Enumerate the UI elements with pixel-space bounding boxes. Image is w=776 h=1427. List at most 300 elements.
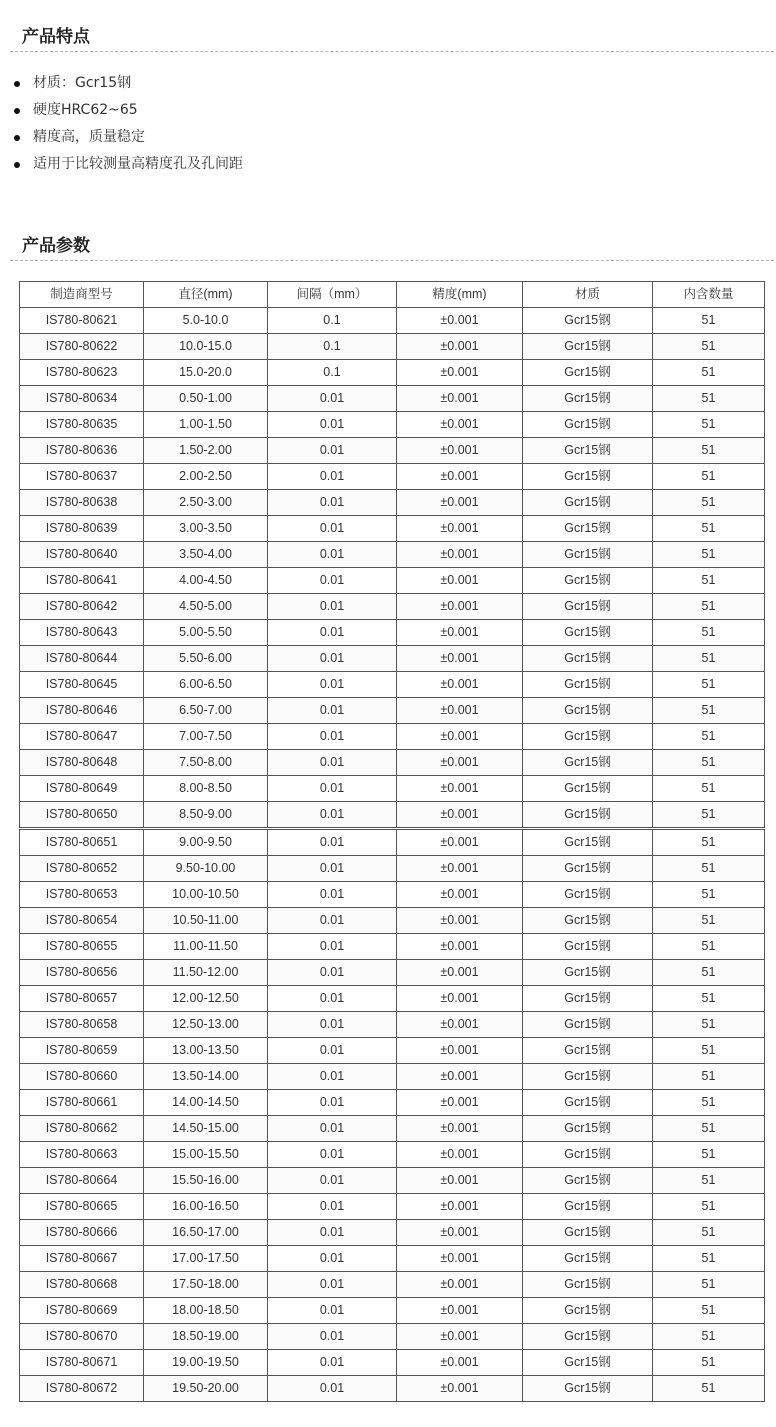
precision-cell: ±0.001 (397, 1246, 523, 1272)
model-cell: IS780-80664 (20, 1168, 144, 1194)
model-cell: IS780-80638 (20, 490, 144, 516)
quantity-cell: 51 (653, 672, 765, 698)
interval-cell: 0.01 (268, 882, 397, 908)
model-cell: IS780-80643 (20, 620, 144, 646)
table-row (20, 856, 765, 882)
interval-cell: 0.01 (268, 1272, 397, 1298)
model-cell: IS780-80640 (20, 542, 144, 568)
material-cell: Gcr15钢 (523, 464, 653, 490)
table-row (20, 1272, 765, 1298)
material-cell: Gcr15钢 (523, 1298, 653, 1324)
interval-cell: 0.01 (268, 829, 397, 856)
quantity-cell: 51 (653, 620, 765, 646)
diameter-cell: 10.50-11.00 (144, 908, 268, 934)
quantity-cell: 51 (653, 412, 765, 438)
interval-cell: 0.01 (268, 1376, 397, 1402)
material-cell: Gcr15钢 (523, 1246, 653, 1272)
table-row (20, 908, 765, 934)
material-cell: Gcr15钢 (523, 646, 653, 672)
table-row (20, 1012, 765, 1038)
interval-cell: 0.01 (268, 1350, 397, 1376)
table-row (20, 568, 765, 594)
interval-cell: 0.01 (268, 490, 397, 516)
diameter-cell: 12.00-12.50 (144, 986, 268, 1012)
table-row (20, 1038, 765, 1064)
material-cell: Gcr15钢 (523, 802, 653, 829)
table-row (20, 464, 765, 490)
column-header-diameter: 直径(mm) (144, 282, 268, 308)
table-row (20, 724, 765, 750)
interval-cell: 0.1 (268, 308, 397, 334)
model-cell: IS780-80656 (20, 960, 144, 986)
model-cell: IS780-80672 (20, 1376, 144, 1402)
precision-cell: ±0.001 (397, 490, 523, 516)
model-cell: IS780-80621 (20, 308, 144, 334)
material-cell: Gcr15钢 (523, 908, 653, 934)
precision-cell: ±0.001 (397, 1168, 523, 1194)
diameter-cell: 4.50-5.00 (144, 594, 268, 620)
interval-cell: 0.01 (268, 856, 397, 882)
quantity-cell: 51 (653, 750, 765, 776)
table-row (20, 934, 765, 960)
interval-cell: 0.01 (268, 1064, 397, 1090)
diameter-cell: 14.50-15.00 (144, 1116, 268, 1142)
interval-cell: 0.01 (268, 1220, 397, 1246)
model-cell: IS780-80658 (20, 1012, 144, 1038)
precision-cell: ±0.001 (397, 1064, 523, 1090)
precision-cell: ±0.001 (397, 412, 523, 438)
params-table-wrap (19, 281, 765, 1402)
material-cell: Gcr15钢 (523, 1376, 653, 1402)
precision-cell: ±0.001 (397, 750, 523, 776)
material-cell: Gcr15钢 (523, 490, 653, 516)
diameter-cell: 18.50-19.00 (144, 1324, 268, 1350)
model-cell: IS780-80668 (20, 1272, 144, 1298)
precision-cell: ±0.001 (397, 802, 523, 829)
material-cell: Gcr15钢 (523, 1350, 653, 1376)
quantity-cell: 51 (653, 1194, 765, 1220)
quantity-cell: 51 (653, 490, 765, 516)
table-row (20, 1142, 765, 1168)
diameter-cell: 6.00-6.50 (144, 672, 268, 698)
table-row (20, 986, 765, 1012)
features-divider (10, 51, 774, 52)
table-row (20, 1246, 765, 1272)
table-row (20, 412, 765, 438)
table-row (20, 1090, 765, 1116)
interval-cell: 0.01 (268, 986, 397, 1012)
diameter-cell: 19.50-20.00 (144, 1376, 268, 1402)
interval-cell: 0.01 (268, 438, 397, 464)
quantity-cell: 51 (653, 464, 765, 490)
table-row (20, 594, 765, 620)
quantity-cell: 51 (653, 1064, 765, 1090)
feature-item (14, 151, 243, 178)
precision-cell: ±0.001 (397, 542, 523, 568)
quantity-cell: 51 (653, 438, 765, 464)
quantity-cell: 51 (653, 568, 765, 594)
table-row (20, 360, 765, 386)
precision-cell: ±0.001 (397, 960, 523, 986)
diameter-cell: 5.0-10.0 (144, 308, 268, 334)
features-title: 产品特点 (22, 27, 90, 47)
diameter-cell: 1.00-1.50 (144, 412, 268, 438)
model-cell: IS780-80647 (20, 724, 144, 750)
interval-cell: 0.01 (268, 802, 397, 829)
table-row (20, 620, 765, 646)
diameter-cell: 14.00-14.50 (144, 1090, 268, 1116)
quantity-cell: 51 (653, 1012, 765, 1038)
table-row (20, 646, 765, 672)
quantity-cell: 51 (653, 1376, 765, 1402)
model-cell: IS780-80654 (20, 908, 144, 934)
diameter-cell: 15.0-20.0 (144, 360, 268, 386)
precision-cell: ±0.001 (397, 308, 523, 334)
interval-cell: 0.01 (268, 516, 397, 542)
precision-cell: ±0.001 (397, 1324, 523, 1350)
material-cell: Gcr15钢 (523, 1324, 653, 1350)
quantity-cell: 51 (653, 1090, 765, 1116)
quantity-cell: 51 (653, 1116, 765, 1142)
material-cell: Gcr15钢 (523, 334, 653, 360)
material-cell: Gcr15钢 (523, 1116, 653, 1142)
feature-text: 精度高，质量稳定 (33, 129, 145, 145)
column-header-precision: 精度(mm) (397, 282, 523, 308)
material-cell: Gcr15钢 (523, 1064, 653, 1090)
diameter-cell: 5.00-5.50 (144, 620, 268, 646)
diameter-cell: 16.00-16.50 (144, 1194, 268, 1220)
table-row (20, 1376, 765, 1402)
params-table (19, 281, 765, 1402)
table-row (20, 386, 765, 412)
diameter-cell: 17.00-17.50 (144, 1246, 268, 1272)
model-cell: IS780-80651 (20, 829, 144, 856)
diameter-cell: 6.50-7.00 (144, 698, 268, 724)
diameter-cell: 7.50-8.00 (144, 750, 268, 776)
precision-cell: ±0.001 (397, 1298, 523, 1324)
interval-cell: 0.01 (268, 1142, 397, 1168)
model-cell: IS780-80648 (20, 750, 144, 776)
table-row (20, 1116, 765, 1142)
table-row (20, 672, 765, 698)
material-cell: Gcr15钢 (523, 386, 653, 412)
precision-cell: ±0.001 (397, 516, 523, 542)
table-row (20, 334, 765, 360)
model-cell: IS780-80670 (20, 1324, 144, 1350)
quantity-cell: 51 (653, 1168, 765, 1194)
interval-cell: 0.01 (268, 412, 397, 438)
material-cell: Gcr15钢 (523, 882, 653, 908)
diameter-cell: 15.00-15.50 (144, 1142, 268, 1168)
material-cell: Gcr15钢 (523, 1272, 653, 1298)
precision-cell: ±0.001 (397, 829, 523, 856)
material-cell: Gcr15钢 (523, 934, 653, 960)
model-cell: IS780-80642 (20, 594, 144, 620)
interval-cell: 0.01 (268, 750, 397, 776)
model-cell: IS780-80655 (20, 934, 144, 960)
model-cell: IS780-80636 (20, 438, 144, 464)
material-cell: Gcr15钢 (523, 1194, 653, 1220)
precision-cell: ±0.001 (397, 386, 523, 412)
model-cell: IS780-80641 (20, 568, 144, 594)
diameter-cell: 1.50-2.00 (144, 438, 268, 464)
quantity-cell: 51 (653, 542, 765, 568)
precision-cell: ±0.001 (397, 856, 523, 882)
quantity-cell: 51 (653, 594, 765, 620)
table-row (20, 960, 765, 986)
interval-cell: 0.01 (268, 1324, 397, 1350)
quantity-cell: 51 (653, 986, 765, 1012)
precision-cell: ±0.001 (397, 594, 523, 620)
quantity-cell: 51 (653, 1350, 765, 1376)
precision-cell: ±0.001 (397, 360, 523, 386)
material-cell: Gcr15钢 (523, 594, 653, 620)
diameter-cell: 10.00-10.50 (144, 882, 268, 908)
model-cell: IS780-80646 (20, 698, 144, 724)
model-cell: IS780-80639 (20, 516, 144, 542)
precision-cell: ±0.001 (397, 672, 523, 698)
interval-cell: 0.01 (268, 386, 397, 412)
precision-cell: ±0.001 (397, 934, 523, 960)
material-cell: Gcr15钢 (523, 986, 653, 1012)
quantity-cell: 51 (653, 960, 765, 986)
model-cell: IS780-80644 (20, 646, 144, 672)
model-cell: IS780-80650 (20, 802, 144, 829)
material-cell: Gcr15钢 (523, 698, 653, 724)
material-cell: Gcr15钢 (523, 516, 653, 542)
quantity-cell: 51 (653, 386, 765, 412)
quantity-cell: 51 (653, 516, 765, 542)
model-cell: IS780-80665 (20, 1194, 144, 1220)
model-cell: IS780-80661 (20, 1090, 144, 1116)
quantity-cell: 51 (653, 882, 765, 908)
quantity-cell: 51 (653, 802, 765, 829)
material-cell: Gcr15钢 (523, 568, 653, 594)
material-cell: Gcr15钢 (523, 360, 653, 386)
table-row (20, 776, 765, 802)
quantity-cell: 51 (653, 1142, 765, 1168)
model-cell: IS780-80637 (20, 464, 144, 490)
params-title: 产品参数 (22, 236, 90, 256)
interval-cell: 0.01 (268, 1012, 397, 1038)
precision-cell: ±0.001 (397, 986, 523, 1012)
feature-text: 材质：Gcr15钢 (33, 75, 132, 91)
precision-cell: ±0.001 (397, 724, 523, 750)
table-row (20, 516, 765, 542)
interval-cell: 0.01 (268, 1116, 397, 1142)
precision-cell: ±0.001 (397, 1090, 523, 1116)
interval-cell: 0.01 (268, 776, 397, 802)
diameter-cell: 11.00-11.50 (144, 934, 268, 960)
quantity-cell: 51 (653, 724, 765, 750)
interval-cell: 0.1 (268, 360, 397, 386)
model-cell: IS780-80660 (20, 1064, 144, 1090)
interval-cell: 0.01 (268, 672, 397, 698)
quantity-cell: 51 (653, 856, 765, 882)
table-row (20, 802, 765, 829)
interval-cell: 0.1 (268, 334, 397, 360)
feature-text: 硬度HRC62~65 (33, 102, 138, 118)
precision-cell: ±0.001 (397, 1194, 523, 1220)
feature-item (14, 97, 243, 124)
diameter-cell: 7.00-7.50 (144, 724, 268, 750)
interval-cell: 0.01 (268, 1298, 397, 1324)
precision-cell: ±0.001 (397, 646, 523, 672)
model-cell: IS780-80622 (20, 334, 144, 360)
quantity-cell: 51 (653, 829, 765, 856)
quantity-cell: 51 (653, 1298, 765, 1324)
quantity-cell: 51 (653, 934, 765, 960)
material-cell: Gcr15钢 (523, 620, 653, 646)
quantity-cell: 51 (653, 776, 765, 802)
diameter-cell: 9.50-10.00 (144, 856, 268, 882)
table-header-row (20, 282, 765, 308)
feature-item (14, 124, 243, 151)
material-cell: Gcr15钢 (523, 1090, 653, 1116)
model-cell: IS780-80649 (20, 776, 144, 802)
table-row (20, 1064, 765, 1090)
quantity-cell: 51 (653, 1246, 765, 1272)
precision-cell: ±0.001 (397, 908, 523, 934)
model-cell: IS780-80634 (20, 386, 144, 412)
table-row (20, 1298, 765, 1324)
precision-cell: ±0.001 (397, 334, 523, 360)
diameter-cell: 13.50-14.00 (144, 1064, 268, 1090)
model-cell: IS780-80635 (20, 412, 144, 438)
interval-cell: 0.01 (268, 934, 397, 960)
material-cell: Gcr15钢 (523, 960, 653, 986)
diameter-cell: 2.00-2.50 (144, 464, 268, 490)
table-row (20, 698, 765, 724)
feature-text: 适用于比较测量高精度孔及孔间距 (33, 156, 243, 172)
diameter-cell: 12.50-13.00 (144, 1012, 268, 1038)
precision-cell: ±0.001 (397, 776, 523, 802)
diameter-cell: 10.0-15.0 (144, 334, 268, 360)
diameter-cell: 2.50-3.00 (144, 490, 268, 516)
diameter-cell: 3.00-3.50 (144, 516, 268, 542)
quantity-cell: 51 (653, 1324, 765, 1350)
features-list (14, 70, 243, 178)
model-cell: IS780-80659 (20, 1038, 144, 1064)
table-row (20, 1350, 765, 1376)
interval-cell: 0.01 (268, 1090, 397, 1116)
bullet-icon (14, 81, 20, 87)
quantity-cell: 51 (653, 308, 765, 334)
diameter-cell: 17.50-18.00 (144, 1272, 268, 1298)
diameter-cell: 3.50-4.00 (144, 542, 268, 568)
table-row (20, 750, 765, 776)
interval-cell: 0.01 (268, 1168, 397, 1194)
diameter-cell: 19.00-19.50 (144, 1350, 268, 1376)
interval-cell: 0.01 (268, 724, 397, 750)
model-cell: IS780-80623 (20, 360, 144, 386)
precision-cell: ±0.001 (397, 698, 523, 724)
diameter-cell: 4.00-4.50 (144, 568, 268, 594)
feature-item (14, 70, 243, 97)
precision-cell: ±0.001 (397, 1038, 523, 1064)
diameter-cell: 13.00-13.50 (144, 1038, 268, 1064)
diameter-cell: 11.50-12.00 (144, 960, 268, 986)
quantity-cell: 51 (653, 334, 765, 360)
quantity-cell: 51 (653, 646, 765, 672)
table-row (20, 1324, 765, 1350)
material-cell: Gcr15钢 (523, 672, 653, 698)
diameter-cell: 16.50-17.00 (144, 1220, 268, 1246)
interval-cell: 0.01 (268, 1038, 397, 1064)
bullet-icon (14, 108, 20, 114)
material-cell: Gcr15钢 (523, 1220, 653, 1246)
interval-cell: 0.01 (268, 646, 397, 672)
model-cell: IS780-80663 (20, 1142, 144, 1168)
diameter-cell: 15.50-16.00 (144, 1168, 268, 1194)
table-row (20, 1194, 765, 1220)
material-cell: Gcr15钢 (523, 724, 653, 750)
interval-cell: 0.01 (268, 1194, 397, 1220)
quantity-cell: 51 (653, 360, 765, 386)
bullet-icon (14, 162, 20, 168)
interval-cell: 0.01 (268, 568, 397, 594)
column-header-material: 材质 (523, 282, 653, 308)
params-table-body (20, 308, 765, 1402)
precision-cell: ±0.001 (397, 1116, 523, 1142)
table-row (20, 308, 765, 334)
interval-cell: 0.01 (268, 620, 397, 646)
interval-cell: 0.01 (268, 594, 397, 620)
quantity-cell: 51 (653, 698, 765, 724)
precision-cell: ±0.001 (397, 568, 523, 594)
quantity-cell: 51 (653, 1220, 765, 1246)
table-row (20, 882, 765, 908)
precision-cell: ±0.001 (397, 1142, 523, 1168)
precision-cell: ±0.001 (397, 1350, 523, 1376)
table-row (20, 438, 765, 464)
precision-cell: ±0.001 (397, 1012, 523, 1038)
material-cell: Gcr15钢 (523, 856, 653, 882)
diameter-cell: 9.00-9.50 (144, 829, 268, 856)
table-row (20, 1168, 765, 1194)
table-row (20, 1220, 765, 1246)
material-cell: Gcr15钢 (523, 308, 653, 334)
precision-cell: ±0.001 (397, 1220, 523, 1246)
model-cell: IS780-80671 (20, 1350, 144, 1376)
params-divider (10, 260, 774, 261)
precision-cell: ±0.001 (397, 882, 523, 908)
bullet-icon (14, 135, 20, 141)
diameter-cell: 0.50-1.00 (144, 386, 268, 412)
model-cell: IS780-80657 (20, 986, 144, 1012)
table-row (20, 542, 765, 568)
column-header-quantity: 内含数量 (653, 282, 765, 308)
interval-cell: 0.01 (268, 542, 397, 568)
interval-cell: 0.01 (268, 698, 397, 724)
material-cell: Gcr15钢 (523, 1038, 653, 1064)
table-row (20, 829, 765, 856)
model-cell: IS780-80662 (20, 1116, 144, 1142)
quantity-cell: 51 (653, 1272, 765, 1298)
material-cell: Gcr15钢 (523, 750, 653, 776)
material-cell: Gcr15钢 (523, 1142, 653, 1168)
material-cell: Gcr15钢 (523, 438, 653, 464)
precision-cell: ±0.001 (397, 438, 523, 464)
model-cell: IS780-80653 (20, 882, 144, 908)
interval-cell: 0.01 (268, 960, 397, 986)
material-cell: Gcr15钢 (523, 1012, 653, 1038)
precision-cell: ±0.001 (397, 1272, 523, 1298)
model-cell: IS780-80669 (20, 1298, 144, 1324)
quantity-cell: 51 (653, 1038, 765, 1064)
precision-cell: ±0.001 (397, 464, 523, 490)
material-cell: Gcr15钢 (523, 412, 653, 438)
